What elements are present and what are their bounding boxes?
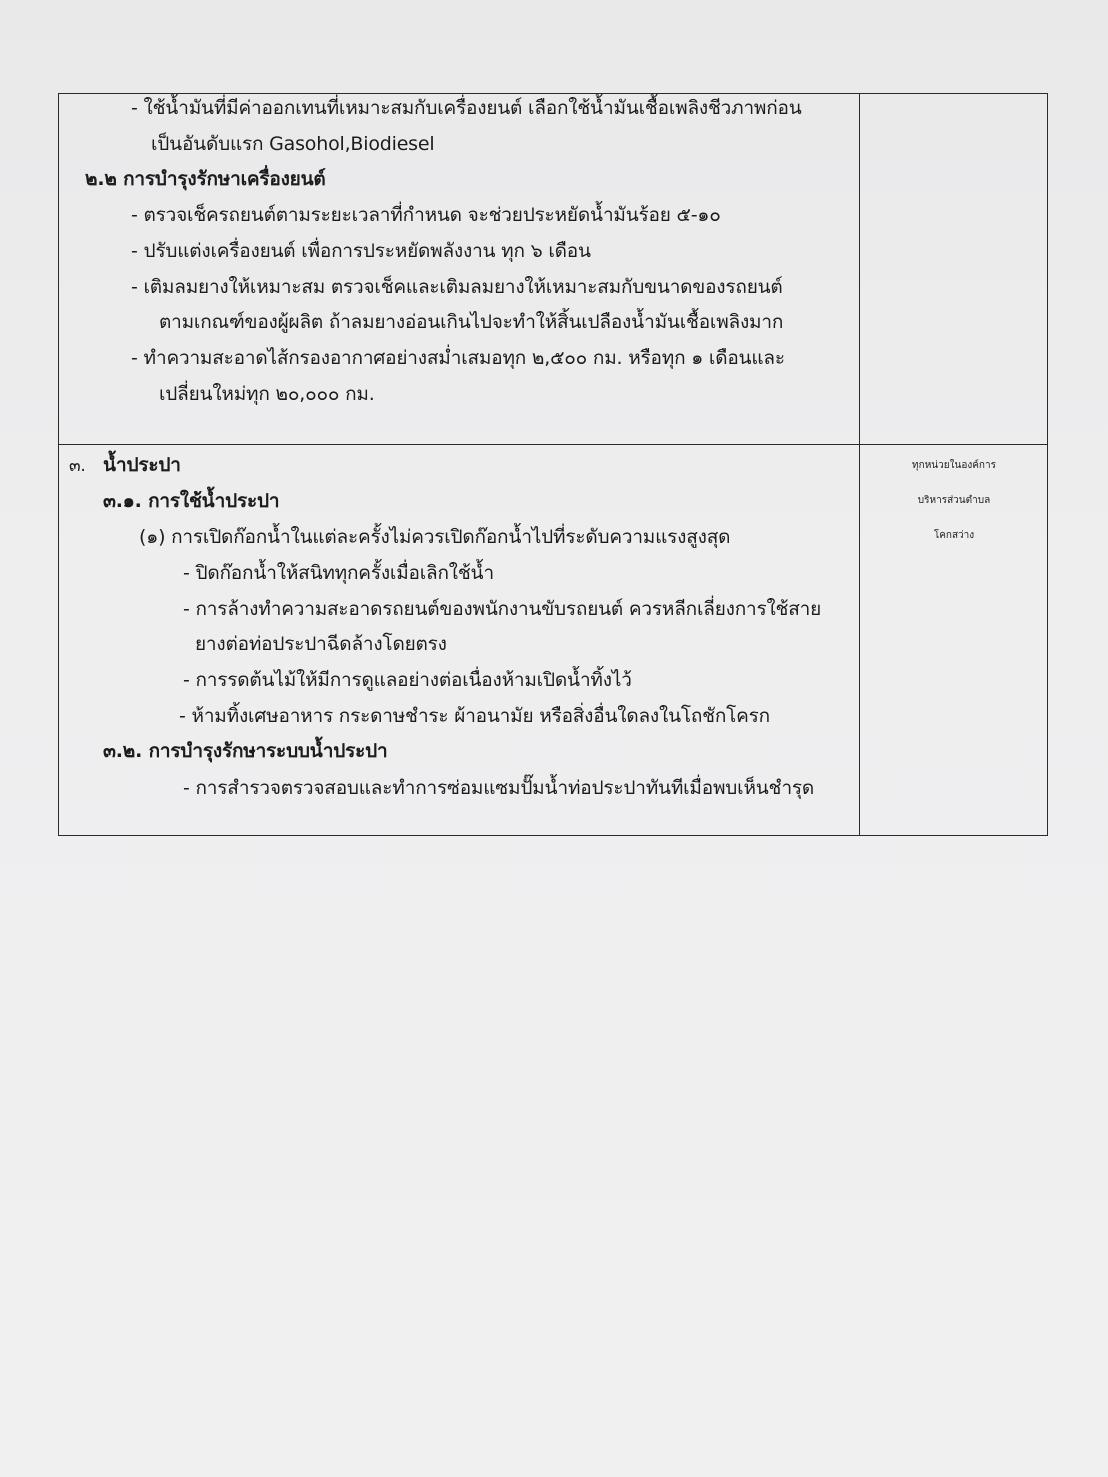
body-text-line: - ห้ามทิ้งเศษอาหาร กระดาษชำระ ผ้าอนามัย หรือสิ่งอื่นใดลงในโถชักโครก xyxy=(179,705,770,727)
body-text-line: เปลี่ยนใหม่ทุก ๒๐,๐๐๐ กม. xyxy=(159,383,375,405)
responsible-cell xyxy=(860,445,1048,836)
subsection-heading: ๓.๒. การบำรุงรักษาระบบน้ำประปา xyxy=(103,740,388,762)
body-text-line: - ใช้น้ำมันที่มีค่าออกเทนที่เหมาะสมกับเครื่องยนต์ เลือกใช้น้ำมันเชื้อเพลิงชีวภาพก่อน xyxy=(131,97,802,119)
subsection-heading: ๒.๒ การบำรุงรักษาเครื่องยนต์ xyxy=(85,168,326,190)
document-table xyxy=(58,93,1048,836)
body-text-line: ยางต่อท่อประปาฉีดล้างโดยตรง xyxy=(195,633,447,655)
body-text-line: - ทำความสะอาดไส้กรองอากาศอย่างสม่ำเสมอทุก ๒,๕๐๐ กม. หรือทุก ๑ เดือนและ xyxy=(131,347,785,369)
responsible-text-line: ทุกหน่วยในองค์การ xyxy=(912,460,996,471)
body-text-line: เป็นอันดับแรก Gasohol,Biodiesel xyxy=(151,133,435,155)
section-title: น้ำประปา xyxy=(103,454,181,476)
body-text-line: (๑) การเปิดก๊อกน้ำในแต่ละครั้งไม่ควรเปิดก๊อกน้ำไปที่ระดับความแรงสูงสุด xyxy=(139,526,731,548)
body-text-line: - เติมลมยางให้เหมาะสม ตรวจเช็คและเติมลมยางให้เหมาะสมกับขนาดของรถยนต์ xyxy=(131,276,783,298)
responsible-text-line: โคกสว่าง xyxy=(933,530,975,541)
responsible-cell-empty xyxy=(860,94,1048,445)
subsection-heading: ๓.๑. การใช้น้ำประปา xyxy=(103,490,280,512)
measures-cell xyxy=(59,94,860,445)
body-text-line: - การล้างทำความสะอาดรถยนต์ของพนักงานขับรถยนต์ ควรหลีกเลี่ยงการใช้สาย xyxy=(183,598,822,620)
body-text-line: - ปิดก๊อกน้ำให้สนิททุกครั้งเมื่อเลิกใช้น้ำ xyxy=(183,562,495,584)
body-text-line: ตามเกณฑ์ของผู้ผลิต ถ้าลมยางอ่อนเกินไปจะทำให้สิ้นเปลืองน้ำมันเชื้อเพลิงมาก xyxy=(159,311,784,333)
body-text-line: - ปรับแต่งเครื่องยนต์ เพื่อการประหยัดพลังงาน ทุก ๖ เดือน xyxy=(131,240,591,262)
table-row xyxy=(59,94,1048,445)
body-text-line: - การสำรวจตรวจสอบและทำการซ่อมแซมปั๊มน้ำท่อประปาทันทีเมื่อพบเห็นชำรุด xyxy=(183,777,815,799)
body-text-line: - การรดต้นไม้ให้มีการดูแลอย่างต่อเนื่องห้ามเปิดน้ำทิ้งไว้ xyxy=(183,669,632,691)
measures-cell xyxy=(59,445,860,836)
table-row xyxy=(59,445,1048,836)
section-number: ๓. xyxy=(69,456,86,476)
responsible-text-line: บริหารส่วนตำบล xyxy=(917,495,991,506)
body-text-line: - ตรวจเช็ครถยนต์ตามระยะเวลาที่กำหนด จะช่วยประหยัดน้ำมันร้อย ๕-๑๐ xyxy=(131,204,721,226)
